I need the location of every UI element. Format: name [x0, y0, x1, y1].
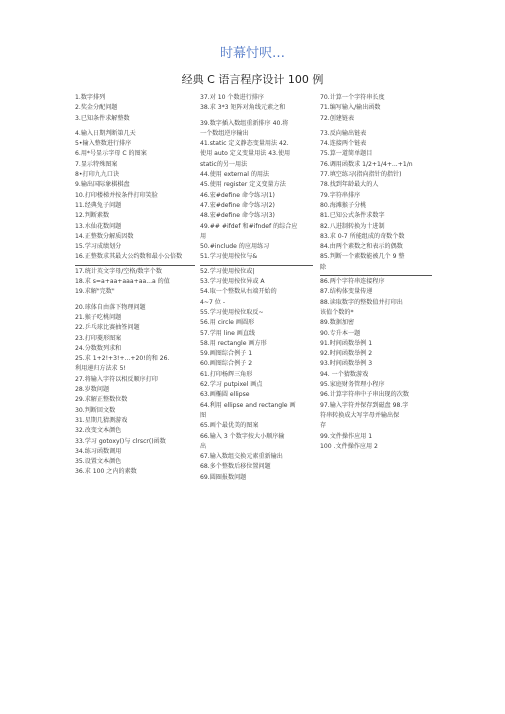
- list-item: 利用递归方法求 5!: [75, 365, 126, 373]
- list-item: 56.用 circle 画圆形: [200, 319, 255, 327]
- list-item: 4.输入日期判断第几天: [75, 129, 136, 137]
- list-item: 46.宏#define 命令练习(1): [200, 191, 275, 199]
- section-divider: [320, 275, 432, 276]
- list-item: 97.输入字符并保存到磁盘 98.字: [320, 401, 409, 409]
- list-item: 88.读取数字的整数值并打印出: [320, 298, 403, 306]
- list-item: 11.经典兔子问题: [75, 201, 122, 209]
- list-item: 22.乒乓球比赛抽签问题: [75, 324, 140, 332]
- list-item: 83.求 0-7 所能组成的奇数个数: [320, 232, 405, 240]
- list-item: 8•打印九九口诀: [75, 171, 120, 179]
- list-item: 25.求 1+2!+3!+...+20!的和 26.: [75, 355, 170, 363]
- list-item: 6.用*号显示字母 C 的图案: [75, 150, 147, 158]
- list-item: 45.使用 register 定义变量方法: [200, 181, 286, 189]
- page-title: 经典 C 语言程序设计 100 例: [181, 73, 324, 86]
- list-item: 64.利用 ellipse and rectangle 画: [200, 401, 296, 409]
- example-list-column-1: [75, 93, 195, 478]
- list-item: 68.多个整数后移位置问题: [200, 463, 271, 471]
- list-item: 57.学用 line 画直线: [200, 329, 256, 337]
- list-item: 48.宏#define 命令练习(3): [200, 212, 275, 220]
- list-item: 76.调用函数求 1/2+1/4+...+1/n: [320, 160, 413, 168]
- list-item: 7.显示特殊图案: [75, 160, 118, 168]
- list-item: 23.打印菱形图案: [75, 334, 122, 342]
- list-item: 37.对 10 个数进行排序: [200, 94, 264, 101]
- list-item: static的另一用法: [200, 160, 248, 168]
- list-item: 12.判断素数: [75, 212, 110, 220]
- list-item: 59.画图综合例子 1: [200, 350, 253, 358]
- list-item: 80.海滩猴子分桃: [320, 201, 367, 209]
- list-item: 该值个数的*: [320, 308, 354, 316]
- list-item: 36.求 100 之内的素数: [75, 468, 137, 476]
- list-item: 9.输出国际象棋棋盘: [75, 181, 130, 189]
- list-item: 54.取一个整数从右端开始的: [200, 288, 277, 296]
- list-item: 66.输入 3 个数字按大小顺序输: [200, 432, 285, 440]
- list-item: 32.改变文本颜色: [75, 427, 122, 435]
- list-item: 使用 auto 定义变量用法 43.使用: [200, 150, 291, 158]
- list-item: 19.求解"完数": [75, 288, 115, 296]
- list-item: 53.学习使用按位异或 A: [200, 278, 265, 286]
- example-list-column-3: [320, 93, 432, 452]
- list-item: 4~7 位 -: [200, 298, 226, 306]
- list-item: 72.创建链表: [320, 114, 355, 122]
- list-item: 存: [320, 422, 327, 430]
- list-item: 50.#include 的应用练习: [200, 243, 270, 251]
- list-item: 58.用 rectangle 画方形: [200, 339, 267, 347]
- list-item: 用: [200, 232, 207, 240]
- list-item: 60.画图综合例子 2: [200, 360, 253, 368]
- list-item: 28.岁数问题: [75, 386, 110, 394]
- list-item: 77.填空练习(指向指针的指针): [320, 171, 402, 179]
- list-item: 3.已知条件求解整数: [75, 114, 130, 122]
- list-item: 62.学习 putpixel 画点: [200, 381, 263, 389]
- list-item: 27.将输入字符以相反顺序打印: [75, 375, 158, 383]
- list-item: 52.学习使用按位或|: [200, 267, 255, 275]
- list-item: 39.数字插入数组重新排序 40.将: [200, 119, 289, 127]
- list-item: 35.设置文本颜色: [75, 458, 122, 466]
- list-item: 81.已知公式条件求数字: [320, 212, 385, 220]
- list-item: 95.家庭财务管理小程序: [320, 381, 385, 389]
- list-item: 2.奖金分配问题: [75, 104, 118, 112]
- list-item: 91.时间函数举例 1: [320, 339, 373, 347]
- list-item: 符串转换成大写字母并输出保: [320, 411, 400, 419]
- list-item: 86.两个字符串连接程序: [320, 278, 385, 286]
- list-item: 69.圆圈报数问题: [200, 473, 247, 481]
- list-item: 41.static 定义静态变量用法 42.: [200, 140, 289, 148]
- list-item: 24.分数数列求和: [75, 344, 122, 352]
- list-item: 18.求 s=a+aa+aaa+aa...a 的值: [75, 278, 170, 286]
- list-item: 20.球体自由落下物理问题: [75, 303, 146, 311]
- list-item: 1.数字排列: [75, 94, 106, 101]
- list-item: 38.求 3*3 矩阵对角线元素之和: [200, 104, 286, 112]
- list-item: 29.求解正整数位数: [75, 396, 128, 404]
- list-item: 90.专升本一题: [320, 329, 361, 337]
- list-item: 74.连接两个链表: [320, 140, 367, 148]
- list-item: 100 .文件操作应用 2: [320, 442, 378, 450]
- list-item: 出: [200, 442, 207, 450]
- list-item: 70.计算一个字符串长度: [320, 94, 385, 101]
- list-item: 15.学习成绩划分: [75, 243, 122, 251]
- list-item: 73.反向输出链表: [320, 129, 367, 137]
- list-item: 30.判断回文数: [75, 406, 116, 414]
- list-item: 79.字符串排序: [320, 191, 361, 199]
- list-item: 16.正整数求其最大公约数和最小公倍数: [75, 253, 183, 261]
- list-item: 67.输入数组交换元素重新输出: [200, 453, 283, 461]
- page-header: 时幕忖呎…: [219, 46, 285, 61]
- example-list-column-2: [200, 93, 313, 483]
- list-item: 75.算一道简单题目: [320, 150, 373, 158]
- list-item: 89.数据加密: [320, 319, 355, 327]
- list-item: 96.计算字符串中子串出现的次数: [320, 391, 409, 399]
- list-item: 47.宏#define 命令练习(2): [200, 201, 275, 209]
- section-divider: [75, 265, 195, 266]
- list-item: 92.时间函数举例 2: [320, 350, 373, 358]
- list-item: 65.画个最优美的图案: [200, 422, 259, 430]
- list-item: 34.练习函数调用: [75, 447, 122, 455]
- list-item: 17.统计英文字母/空格/数字个数: [75, 267, 162, 275]
- list-item: 14.正整数分解质因数: [75, 232, 134, 240]
- list-item: 33.学习 gotoxy()与 clrscr()函数: [75, 437, 166, 445]
- list-item: 55.学习使用按位取反~: [200, 308, 264, 316]
- list-item: 78.找到年龄最大的人: [320, 181, 379, 189]
- list-item: 93.时间函数举例 3: [320, 360, 373, 368]
- section-divider: [200, 265, 313, 266]
- list-item: 除: [320, 263, 327, 271]
- list-item: 图: [200, 411, 207, 419]
- list-item: 10.打印楼梯并按条件打印笑脸: [75, 191, 158, 199]
- list-item: 49.## #ifdef 和#ifndef 的综合应: [200, 222, 298, 230]
- list-item: 31.星期几猜测游戏: [75, 416, 128, 424]
- list-item: 94. 一个猜数游戏: [320, 370, 369, 378]
- list-item: 21.猴子吃桃问题: [75, 313, 122, 321]
- list-item: 13.水仙花数问题: [75, 222, 122, 230]
- list-item: 5•输入整数进行排序: [75, 140, 132, 148]
- list-item: 51.学习使用按位与&: [200, 253, 258, 261]
- list-item: 63.画椭圆 ellipse: [200, 391, 250, 399]
- list-item: 一个数组逆序输出: [200, 129, 249, 137]
- list-item: 99.文件操作应用 1: [320, 432, 373, 440]
- list-item: 84.由两个素数之和表示的偶数: [320, 243, 403, 251]
- list-item: 61.打印杨辉三角形: [200, 370, 253, 378]
- list-item: 71.编写输入/输出函数: [320, 104, 381, 112]
- list-item: 82.八进制转换为十进制: [320, 222, 385, 230]
- list-item: 85.判断一个素数能被几个 9 整: [320, 253, 405, 261]
- list-item: 44.使用 external 的用法: [200, 171, 270, 179]
- list-item: 87.结构体变量传递: [320, 288, 373, 296]
